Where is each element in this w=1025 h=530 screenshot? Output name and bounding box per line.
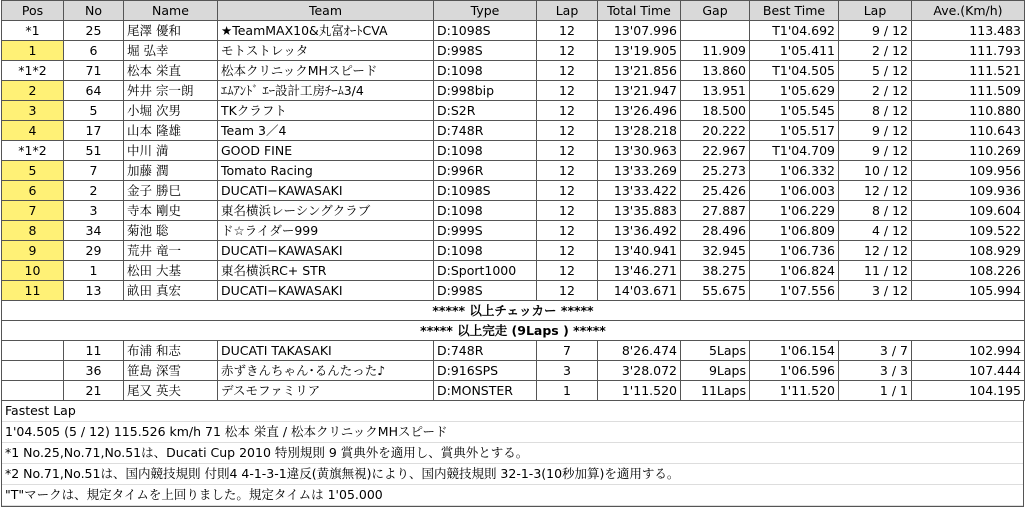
- column-header: Total Time: [598, 1, 681, 21]
- table-row: [2, 81, 1025, 101]
- name-cell: 金子 勝巳: [124, 181, 218, 201]
- name-cell: 布浦 和志: [124, 341, 218, 361]
- column-header: No: [64, 1, 124, 21]
- best-time-cell: 1'11.520: [750, 381, 839, 401]
- finish-banner: [2, 321, 1025, 341]
- best-lap-cell: 3 / 3: [839, 361, 912, 381]
- type-cell: D:748R: [434, 341, 537, 361]
- lap-cell: 12: [537, 261, 598, 281]
- gap-cell: 18.500: [681, 101, 750, 121]
- team-cell: 松本クリニックMHスピード: [218, 61, 434, 81]
- total-time-cell: 13'30.963: [598, 141, 681, 161]
- name-cell: 荒井 竜一: [124, 241, 218, 261]
- best-lap-cell: 11 / 12: [839, 261, 912, 281]
- name-cell: 松本 栄直: [124, 61, 218, 81]
- team-cell: DUCATI−KAWASAKI: [218, 181, 434, 201]
- name-cell: 尾澤 優和: [124, 21, 218, 41]
- no-cell: 1: [64, 261, 124, 281]
- total-time-cell: 14'03.671: [598, 281, 681, 301]
- lap-cell: 12: [537, 101, 598, 121]
- best-lap-cell: 3 / 7: [839, 341, 912, 361]
- no-cell: 29: [64, 241, 124, 261]
- lap-cell: 12: [537, 281, 598, 301]
- no-cell: 51: [64, 141, 124, 161]
- no-cell: 13: [64, 281, 124, 301]
- table-row: [2, 141, 1025, 161]
- ave-speed-cell: 104.195: [912, 381, 1025, 401]
- lap-cell: 12: [537, 21, 598, 41]
- pos-cell: 4: [2, 121, 64, 141]
- pos-cell: 7: [2, 201, 64, 221]
- total-time-cell: 13'35.883: [598, 201, 681, 221]
- ave-speed-cell: 108.929: [912, 241, 1025, 261]
- total-time-cell: 13'33.422: [598, 181, 681, 201]
- best-time-cell: 1'05.411: [750, 41, 839, 61]
- checker-banner: [2, 301, 1025, 321]
- table-row: [2, 201, 1025, 221]
- best-lap-cell: 9 / 12: [839, 21, 912, 41]
- type-cell: D:1098: [434, 201, 537, 221]
- type-cell: D:998S: [434, 281, 537, 301]
- pos-cell: [2, 381, 64, 401]
- best-time-cell: 1'06.736: [750, 241, 839, 261]
- pos-cell: 8: [2, 221, 64, 241]
- pos-cell: 1: [2, 41, 64, 61]
- column-header: Type: [434, 1, 537, 21]
- lap-cell: 7: [537, 341, 598, 361]
- best-lap-cell: 12 / 12: [839, 241, 912, 261]
- type-cell: D:748R: [434, 121, 537, 141]
- type-cell: D:1098: [434, 141, 537, 161]
- name-cell: 松田 大基: [124, 261, 218, 281]
- best-lap-cell: 9 / 12: [839, 141, 912, 161]
- best-time-cell: 1'06.229: [750, 201, 839, 221]
- gap-cell: 25.273: [681, 161, 750, 181]
- gap-cell: 28.496: [681, 221, 750, 241]
- ave-speed-cell: 111.521: [912, 61, 1025, 81]
- team-cell: ★TeamMAX10&丸富ｵｰﾄCVA: [218, 21, 434, 41]
- team-cell: DUCATI−KAWASAKI: [218, 281, 434, 301]
- no-cell: 21: [64, 381, 124, 401]
- team-cell: ｴﾑｱﾝﾄﾞ ｴｰ設計工房ﾁｰﾑ3/4: [218, 81, 434, 101]
- lap-cell: 12: [537, 41, 598, 61]
- name-cell: 寺本 剛史: [124, 201, 218, 221]
- no-cell: 11: [64, 341, 124, 361]
- best-lap-cell: 1 / 1: [839, 381, 912, 401]
- note-line: "T"マークは、規定タイムを上回りました。規定タイムは 1'05.000: [2, 485, 1023, 506]
- team-cell: DUCATI−KAWASAKI: [218, 241, 434, 261]
- gap-cell: 32.945: [681, 241, 750, 261]
- note-line: *1 No.25,No.71,No.51は、Ducati Cup 2010 特別規則 9 賞典外を適用し、賞典外とする。: [2, 443, 1023, 464]
- gap-cell: 5Laps: [681, 341, 750, 361]
- no-cell: 25: [64, 21, 124, 41]
- lap-cell: 12: [537, 161, 598, 181]
- pos-cell: 9: [2, 241, 64, 261]
- best-lap-cell: 5 / 12: [839, 61, 912, 81]
- pos-cell: [2, 341, 64, 361]
- no-cell: 34: [64, 221, 124, 241]
- best-lap-cell: 4 / 12: [839, 221, 912, 241]
- gap-cell: 38.275: [681, 261, 750, 281]
- pos-cell: 5: [2, 161, 64, 181]
- table-row: [2, 61, 1025, 81]
- type-cell: D:1098S: [434, 181, 537, 201]
- ave-speed-cell: 105.994: [912, 281, 1025, 301]
- note-line: Fastest Lap: [2, 401, 1023, 422]
- no-cell: 3: [64, 201, 124, 221]
- ave-speed-cell: 108.226: [912, 261, 1025, 281]
- table-row: [2, 341, 1025, 361]
- team-cell: Tomato Racing: [218, 161, 434, 181]
- best-lap-cell: 10 / 12: [839, 161, 912, 181]
- team-cell: 東名横浜RC+ STR: [218, 261, 434, 281]
- table-row: [2, 101, 1025, 121]
- best-lap-cell: 12 / 12: [839, 181, 912, 201]
- best-time-cell: 1'06.003: [750, 181, 839, 201]
- best-lap-cell: 2 / 12: [839, 81, 912, 101]
- ave-speed-cell: 109.604: [912, 201, 1025, 221]
- name-cell: 堀 弘幸: [124, 41, 218, 61]
- ave-speed-cell: 109.956: [912, 161, 1025, 181]
- team-cell: 赤ずきんちゃん･るんたった♪: [218, 361, 434, 381]
- best-time-cell: 1'06.596: [750, 361, 839, 381]
- name-cell: 加藤 潤: [124, 161, 218, 181]
- no-cell: 71: [64, 61, 124, 81]
- ave-speed-cell: 107.444: [912, 361, 1025, 381]
- best-time-cell: T1'04.505: [750, 61, 839, 81]
- team-cell: Team 3／4: [218, 121, 434, 141]
- ave-speed-cell: 109.522: [912, 221, 1025, 241]
- table-row: [2, 121, 1025, 141]
- best-time-cell: 1'05.629: [750, 81, 839, 101]
- notes-section: [1, 401, 1024, 507]
- type-cell: D:999S: [434, 221, 537, 241]
- pos-cell: 10: [2, 261, 64, 281]
- lap-cell: 12: [537, 201, 598, 221]
- team-cell: DUCATI TAKASAKI: [218, 341, 434, 361]
- lap-cell: 12: [537, 141, 598, 161]
- team-cell: ド☆ライダー999: [218, 221, 434, 241]
- ave-speed-cell: 110.269: [912, 141, 1025, 161]
- lap-cell: 12: [537, 121, 598, 141]
- gap-cell: 25.426: [681, 181, 750, 201]
- lap-cell: 12: [537, 61, 598, 81]
- lap-cell: 12: [537, 181, 598, 201]
- total-time-cell: 13'33.269: [598, 161, 681, 181]
- gap-cell: 27.887: [681, 201, 750, 221]
- no-cell: 17: [64, 121, 124, 141]
- team-cell: モトストレッタ: [218, 41, 434, 61]
- total-time-cell: 13'46.271: [598, 261, 681, 281]
- total-time-cell: 8'26.474: [598, 341, 681, 361]
- gap-cell: 13.860: [681, 61, 750, 81]
- best-time-cell: 1'07.556: [750, 281, 839, 301]
- checker-banner-text: ***** 以上チェッカー *****: [2, 301, 1025, 321]
- gap-cell: 20.222: [681, 121, 750, 141]
- note-line: 1'04.505 (5 / 12) 115.526 km/h 71 松本 栄直 / 松本クリニックMHスピード: [2, 422, 1023, 443]
- best-lap-cell: 3 / 12: [839, 281, 912, 301]
- total-time-cell: 13'19.905: [598, 41, 681, 61]
- best-time-cell: 1'05.517: [750, 121, 839, 141]
- total-time-cell: 13'21.856: [598, 61, 681, 81]
- best-time-cell: 1'06.809: [750, 221, 839, 241]
- best-lap-cell: 2 / 12: [839, 41, 912, 61]
- column-header: Best Time: [750, 1, 839, 21]
- gap-cell: 55.675: [681, 281, 750, 301]
- pos-cell: 6: [2, 181, 64, 201]
- type-cell: D:996R: [434, 161, 537, 181]
- total-time-cell: 13'40.941: [598, 241, 681, 261]
- no-cell: 6: [64, 41, 124, 61]
- pos-cell: [2, 361, 64, 381]
- no-cell: 5: [64, 101, 124, 121]
- gap-cell: [681, 21, 750, 41]
- best-time-cell: T1'04.692: [750, 21, 839, 41]
- total-time-cell: 13'07.996: [598, 21, 681, 41]
- type-cell: D:1098: [434, 241, 537, 261]
- total-time-cell: 13'36.492: [598, 221, 681, 241]
- column-header: Ave.(Km/h): [912, 1, 1025, 21]
- best-time-cell: T1'04.709: [750, 141, 839, 161]
- lap-cell: 12: [537, 221, 598, 241]
- no-cell: 36: [64, 361, 124, 381]
- total-time-cell: 13'21.947: [598, 81, 681, 101]
- lap-cell: 1: [537, 381, 598, 401]
- pos-cell: *1*2: [2, 61, 64, 81]
- pos-cell: 2: [2, 81, 64, 101]
- pos-cell: *1*2: [2, 141, 64, 161]
- table-row: [2, 161, 1025, 181]
- type-cell: D:Sport1000: [434, 261, 537, 281]
- total-time-cell: 3'28.072: [598, 361, 681, 381]
- team-cell: TKクラフト: [218, 101, 434, 121]
- no-cell: 2: [64, 181, 124, 201]
- note-line: *2 No.71,No.51は、国内競技規則 付則4 4-1-3-1違反(黄旗無視)により、国内競技規則 32-1-3(10秒加算)を適用する。: [2, 464, 1023, 485]
- type-cell: D:MONSTER: [434, 381, 537, 401]
- best-lap-cell: 8 / 12: [839, 201, 912, 221]
- best-lap-cell: 9 / 12: [839, 121, 912, 141]
- team-cell: デスモファミリア: [218, 381, 434, 401]
- type-cell: D:916SPS: [434, 361, 537, 381]
- ave-speed-cell: 110.880: [912, 101, 1025, 121]
- total-time-cell: 1'11.520: [598, 381, 681, 401]
- best-time-cell: 1'06.154: [750, 341, 839, 361]
- table-row: [2, 41, 1025, 61]
- ave-speed-cell: 109.936: [912, 181, 1025, 201]
- table-row: [2, 181, 1025, 201]
- lap-cell: 3: [537, 361, 598, 381]
- gap-cell: 13.951: [681, 81, 750, 101]
- name-cell: 舛井 宗一朗: [124, 81, 218, 101]
- team-cell: 東名横浜レーシングクラブ: [218, 201, 434, 221]
- ave-speed-cell: 110.643: [912, 121, 1025, 141]
- gap-cell: 11.909: [681, 41, 750, 61]
- type-cell: D:S2R: [434, 101, 537, 121]
- column-header: Pos: [2, 1, 64, 21]
- type-cell: D:998bip: [434, 81, 537, 101]
- type-cell: D:998S: [434, 41, 537, 61]
- table-row: [2, 361, 1025, 381]
- best-time-cell: 1'05.545: [750, 101, 839, 121]
- column-header: Team: [218, 1, 434, 21]
- name-cell: 中川 満: [124, 141, 218, 161]
- ave-speed-cell: 102.994: [912, 341, 1025, 361]
- total-time-cell: 13'28.218: [598, 121, 681, 141]
- header-row: [2, 1, 1025, 21]
- name-cell: 小堀 次男: [124, 101, 218, 121]
- table-row: [2, 281, 1025, 301]
- name-cell: 畝田 真宏: [124, 281, 218, 301]
- finish-banner-text: ***** 以上完走 (9Laps ) *****: [2, 321, 1025, 341]
- name-cell: 菊池 聡: [124, 221, 218, 241]
- total-time-cell: 13'26.496: [598, 101, 681, 121]
- gap-cell: 11Laps: [681, 381, 750, 401]
- type-cell: D:1098S: [434, 21, 537, 41]
- table-row: [2, 241, 1025, 261]
- column-header: Lap: [839, 1, 912, 21]
- best-time-cell: 1'06.824: [750, 261, 839, 281]
- pos-cell: *1: [2, 21, 64, 41]
- column-header: Name: [124, 1, 218, 21]
- ave-speed-cell: 111.793: [912, 41, 1025, 61]
- lap-cell: 12: [537, 241, 598, 261]
- name-cell: 山本 隆雄: [124, 121, 218, 141]
- table-row: [2, 21, 1025, 41]
- gap-cell: 22.967: [681, 141, 750, 161]
- column-header: Gap: [681, 1, 750, 21]
- table-row: [2, 381, 1025, 401]
- name-cell: 尾又 英夫: [124, 381, 218, 401]
- pos-cell: 11: [2, 281, 64, 301]
- table-row: [2, 261, 1025, 281]
- no-cell: 7: [64, 161, 124, 181]
- gap-cell: 9Laps: [681, 361, 750, 381]
- results-table: [1, 0, 1025, 401]
- best-lap-cell: 8 / 12: [839, 101, 912, 121]
- type-cell: D:1098: [434, 61, 537, 81]
- best-time-cell: 1'06.332: [750, 161, 839, 181]
- no-cell: 64: [64, 81, 124, 101]
- ave-speed-cell: 113.483: [912, 21, 1025, 41]
- pos-cell: 3: [2, 101, 64, 121]
- column-header: Lap: [537, 1, 598, 21]
- table-row: [2, 221, 1025, 241]
- team-cell: GOOD FINE: [218, 141, 434, 161]
- name-cell: 笹島 深雪: [124, 361, 218, 381]
- ave-speed-cell: 111.509: [912, 81, 1025, 101]
- lap-cell: 12: [537, 81, 598, 101]
